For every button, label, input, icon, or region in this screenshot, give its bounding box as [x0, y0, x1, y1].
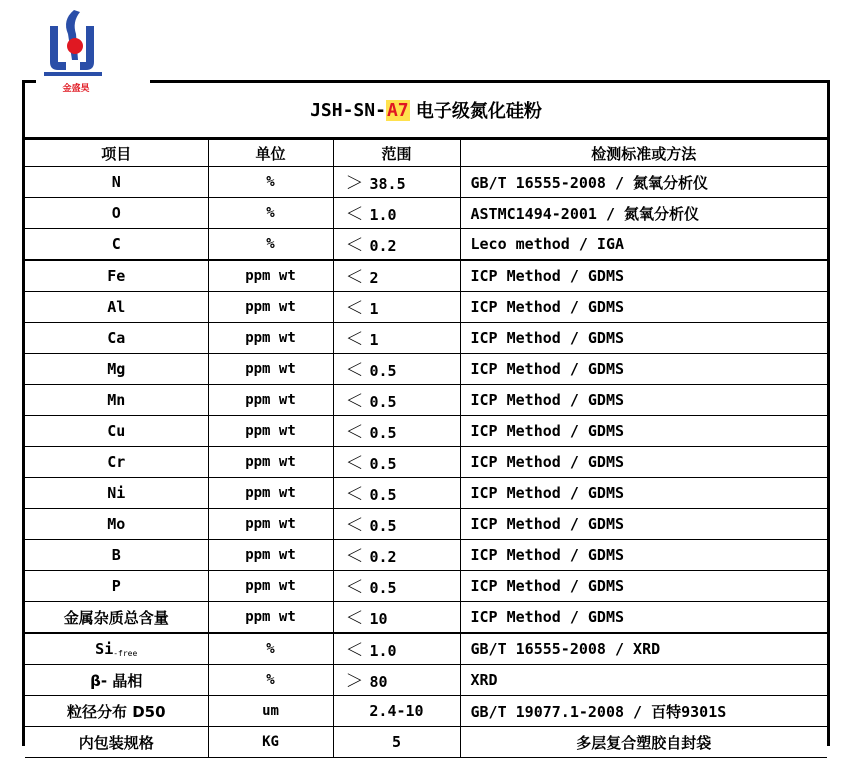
- cell-item: [25, 727, 208, 758]
- table-row: [25, 571, 827, 602]
- table-row: [25, 354, 827, 385]
- title-suffix: 电子级氮化硅粉: [409, 101, 542, 122]
- cell-range: [333, 602, 460, 634]
- table-row: [25, 478, 827, 509]
- range-value: 10: [369, 610, 388, 628]
- item-label: Mo: [107, 515, 126, 533]
- cell-method: ICP Method / GDMS: [460, 354, 827, 385]
- cell-unit: %: [208, 229, 333, 261]
- comparison-symbol: ＜: [345, 391, 364, 412]
- cell-method: GB/T 19077.1-2008 / 百特9301S: [460, 696, 827, 727]
- table-row: [25, 727, 827, 758]
- cell-method: ICP Method / GDMS: [460, 385, 827, 416]
- cell-range: [333, 292, 460, 323]
- cell-unit: ppm wt: [208, 323, 333, 354]
- cell-method: ICP Method / GDMS: [460, 540, 827, 571]
- cell-unit: %: [208, 167, 333, 198]
- cell-range: [333, 260, 460, 292]
- item-subscript: -free: [113, 649, 138, 658]
- cell-item: [25, 447, 208, 478]
- comparison-symbol: ＜: [345, 329, 364, 350]
- range-value: 0.5: [369, 455, 397, 473]
- range-value: 0.5: [369, 393, 397, 411]
- item-label: Si: [95, 640, 114, 658]
- cell-range: [333, 167, 460, 198]
- cell-unit: ppm wt: [208, 447, 333, 478]
- range-value: 0.5: [369, 486, 397, 504]
- cell-range: [333, 633, 460, 665]
- cell-item: [25, 478, 208, 509]
- table-header: [25, 140, 827, 167]
- header-method: 检测标准或方法: [460, 140, 827, 167]
- cell-method: XRD: [460, 665, 827, 696]
- cell-range: [333, 509, 460, 540]
- item-label: P: [111, 577, 121, 595]
- table-row: [25, 633, 827, 665]
- cell-unit: KG: [208, 727, 333, 758]
- cell-item: [25, 540, 208, 571]
- range-value: 5: [391, 733, 402, 751]
- cell-range: [333, 198, 460, 229]
- logo-icon: [36, 4, 116, 84]
- item-label: C: [111, 235, 121, 253]
- cell-method: Leco method / IGA: [460, 229, 827, 261]
- table-row: [25, 260, 827, 292]
- item-label: Al: [107, 298, 126, 316]
- cell-method: ICP Method / GDMS: [460, 260, 827, 292]
- comparison-symbol: ＜: [345, 298, 364, 319]
- item-label: Cu: [107, 422, 126, 440]
- comparison-symbol: ＜: [345, 235, 364, 256]
- title-highlight: A7: [386, 99, 409, 121]
- item-label: N: [111, 173, 121, 191]
- range-value: 0.5: [369, 579, 397, 597]
- cell-unit: ppm wt: [208, 540, 333, 571]
- range-value: 2: [369, 269, 379, 287]
- item-label: B: [111, 546, 121, 564]
- cell-item: [25, 665, 208, 696]
- range-value: 0.5: [369, 424, 397, 442]
- table-row: [25, 292, 827, 323]
- item-label: Ni: [107, 484, 126, 502]
- cell-item: [25, 292, 208, 323]
- comparison-symbol: ＜: [345, 453, 364, 474]
- cell-item: [25, 602, 208, 634]
- comparison-symbol: ＞: [345, 671, 364, 692]
- company-logo: [36, 4, 146, 96]
- range-value: 0.2: [369, 237, 397, 255]
- cell-unit: ppm wt: [208, 509, 333, 540]
- cell-item: [25, 260, 208, 292]
- table-row: [25, 229, 827, 261]
- item-label: β- 晶相: [90, 671, 143, 690]
- cell-range: [333, 696, 460, 727]
- cell-item: [25, 229, 208, 261]
- cell-unit: ppm wt: [208, 260, 333, 292]
- cell-method: GB/T 16555-2008 / 氮氧分析仪: [460, 167, 827, 198]
- range-value: 1: [369, 331, 379, 349]
- table-row: [25, 323, 827, 354]
- range-value: 2.4-10: [369, 702, 424, 720]
- cell-method: ICP Method / GDMS: [460, 447, 827, 478]
- cell-method: ICP Method / GDMS: [460, 292, 827, 323]
- cell-method: ICP Method / GDMS: [460, 478, 827, 509]
- range-value: 0.5: [369, 362, 397, 380]
- cell-item: [25, 385, 208, 416]
- comparison-symbol: ＜: [345, 515, 364, 536]
- cell-method: 多层复合塑胶自封袋: [460, 727, 827, 758]
- cell-unit: ppm wt: [208, 292, 333, 323]
- logo-caption: 金盛昊: [62, 84, 90, 94]
- cell-unit: ppm wt: [208, 354, 333, 385]
- cell-method: ICP Method / GDMS: [460, 602, 827, 634]
- cell-range: [333, 385, 460, 416]
- table-row: [25, 447, 827, 478]
- cell-range: [333, 354, 460, 385]
- cell-item: [25, 509, 208, 540]
- cell-unit: %: [208, 198, 333, 229]
- item-label: 金属杂质总含量: [63, 608, 169, 627]
- table-row: [25, 696, 827, 727]
- cell-item: [25, 416, 208, 447]
- cell-item: [25, 198, 208, 229]
- comparison-symbol: ＞: [345, 173, 364, 194]
- item-label: Cr: [107, 453, 126, 471]
- item-label: Mn: [107, 391, 126, 409]
- comparison-symbol: ＜: [345, 267, 364, 288]
- comparison-symbol: ＜: [345, 608, 364, 629]
- table-row: [25, 602, 827, 634]
- item-label: Ca: [107, 329, 126, 347]
- cell-method: GB/T 16555-2008 / XRD: [460, 633, 827, 665]
- cell-range: [333, 665, 460, 696]
- cell-unit: ppm wt: [208, 602, 333, 634]
- table-row: [25, 416, 827, 447]
- cell-unit: ppm wt: [208, 416, 333, 447]
- cell-method: ICP Method / GDMS: [460, 509, 827, 540]
- cell-unit: ppm wt: [208, 385, 333, 416]
- cell-range: [333, 540, 460, 571]
- cell-unit: ppm wt: [208, 478, 333, 509]
- cell-method: ASTMC1494-2001 / 氮氧分析仪: [460, 198, 827, 229]
- table-row: [25, 198, 827, 229]
- range-value: 0.2: [369, 548, 397, 566]
- cell-range: [333, 571, 460, 602]
- range-value: 1.0: [369, 206, 397, 224]
- cell-range: [333, 323, 460, 354]
- range-value: 38.5: [369, 175, 406, 193]
- range-value: 80: [369, 673, 388, 691]
- cell-unit: %: [208, 665, 333, 696]
- cell-item: [25, 167, 208, 198]
- cell-item: [25, 323, 208, 354]
- table-row: [25, 540, 827, 571]
- item-label: 粒径分布 D50: [66, 702, 166, 721]
- cell-unit: %: [208, 633, 333, 665]
- cell-method: ICP Method / GDMS: [460, 416, 827, 447]
- range-value: 1: [369, 300, 379, 318]
- cell-range: [333, 478, 460, 509]
- spec-sheet: [22, 80, 830, 752]
- item-label: Mg: [107, 360, 126, 378]
- table-row: [25, 509, 827, 540]
- cell-unit: um: [208, 696, 333, 727]
- cell-range: [333, 447, 460, 478]
- comparison-symbol: ＜: [345, 640, 364, 661]
- range-value: 0.5: [369, 517, 397, 535]
- header-range: 范围: [333, 140, 460, 167]
- cell-item: [25, 354, 208, 385]
- range-value: 1.0: [369, 642, 397, 660]
- header-item: 项目: [25, 140, 208, 167]
- table-row: [25, 665, 827, 696]
- comparison-symbol: ＜: [345, 204, 364, 225]
- table-row: [25, 385, 827, 416]
- cell-item: [25, 571, 208, 602]
- spec-table: [25, 139, 827, 758]
- comparison-symbol: ＜: [345, 484, 364, 505]
- cell-item: [25, 633, 208, 665]
- table-row: [25, 167, 827, 198]
- cell-item: [25, 696, 208, 727]
- comparison-symbol: ＜: [345, 422, 364, 443]
- cell-method: ICP Method / GDMS: [460, 323, 827, 354]
- header-unit: 单位: [208, 140, 333, 167]
- item-label: Fe: [107, 267, 126, 285]
- title-prefix: JSH-SN-: [310, 99, 386, 121]
- comparison-symbol: ＜: [345, 546, 364, 567]
- comparison-symbol: ＜: [345, 360, 364, 381]
- cell-range: [333, 416, 460, 447]
- cell-method: ICP Method / GDMS: [460, 571, 827, 602]
- item-label: O: [111, 204, 121, 222]
- comparison-symbol: ＜: [345, 577, 364, 598]
- item-label: 内包装规格: [78, 733, 154, 752]
- cell-range: [333, 727, 460, 758]
- cell-range: [333, 229, 460, 261]
- cell-unit: ppm wt: [208, 571, 333, 602]
